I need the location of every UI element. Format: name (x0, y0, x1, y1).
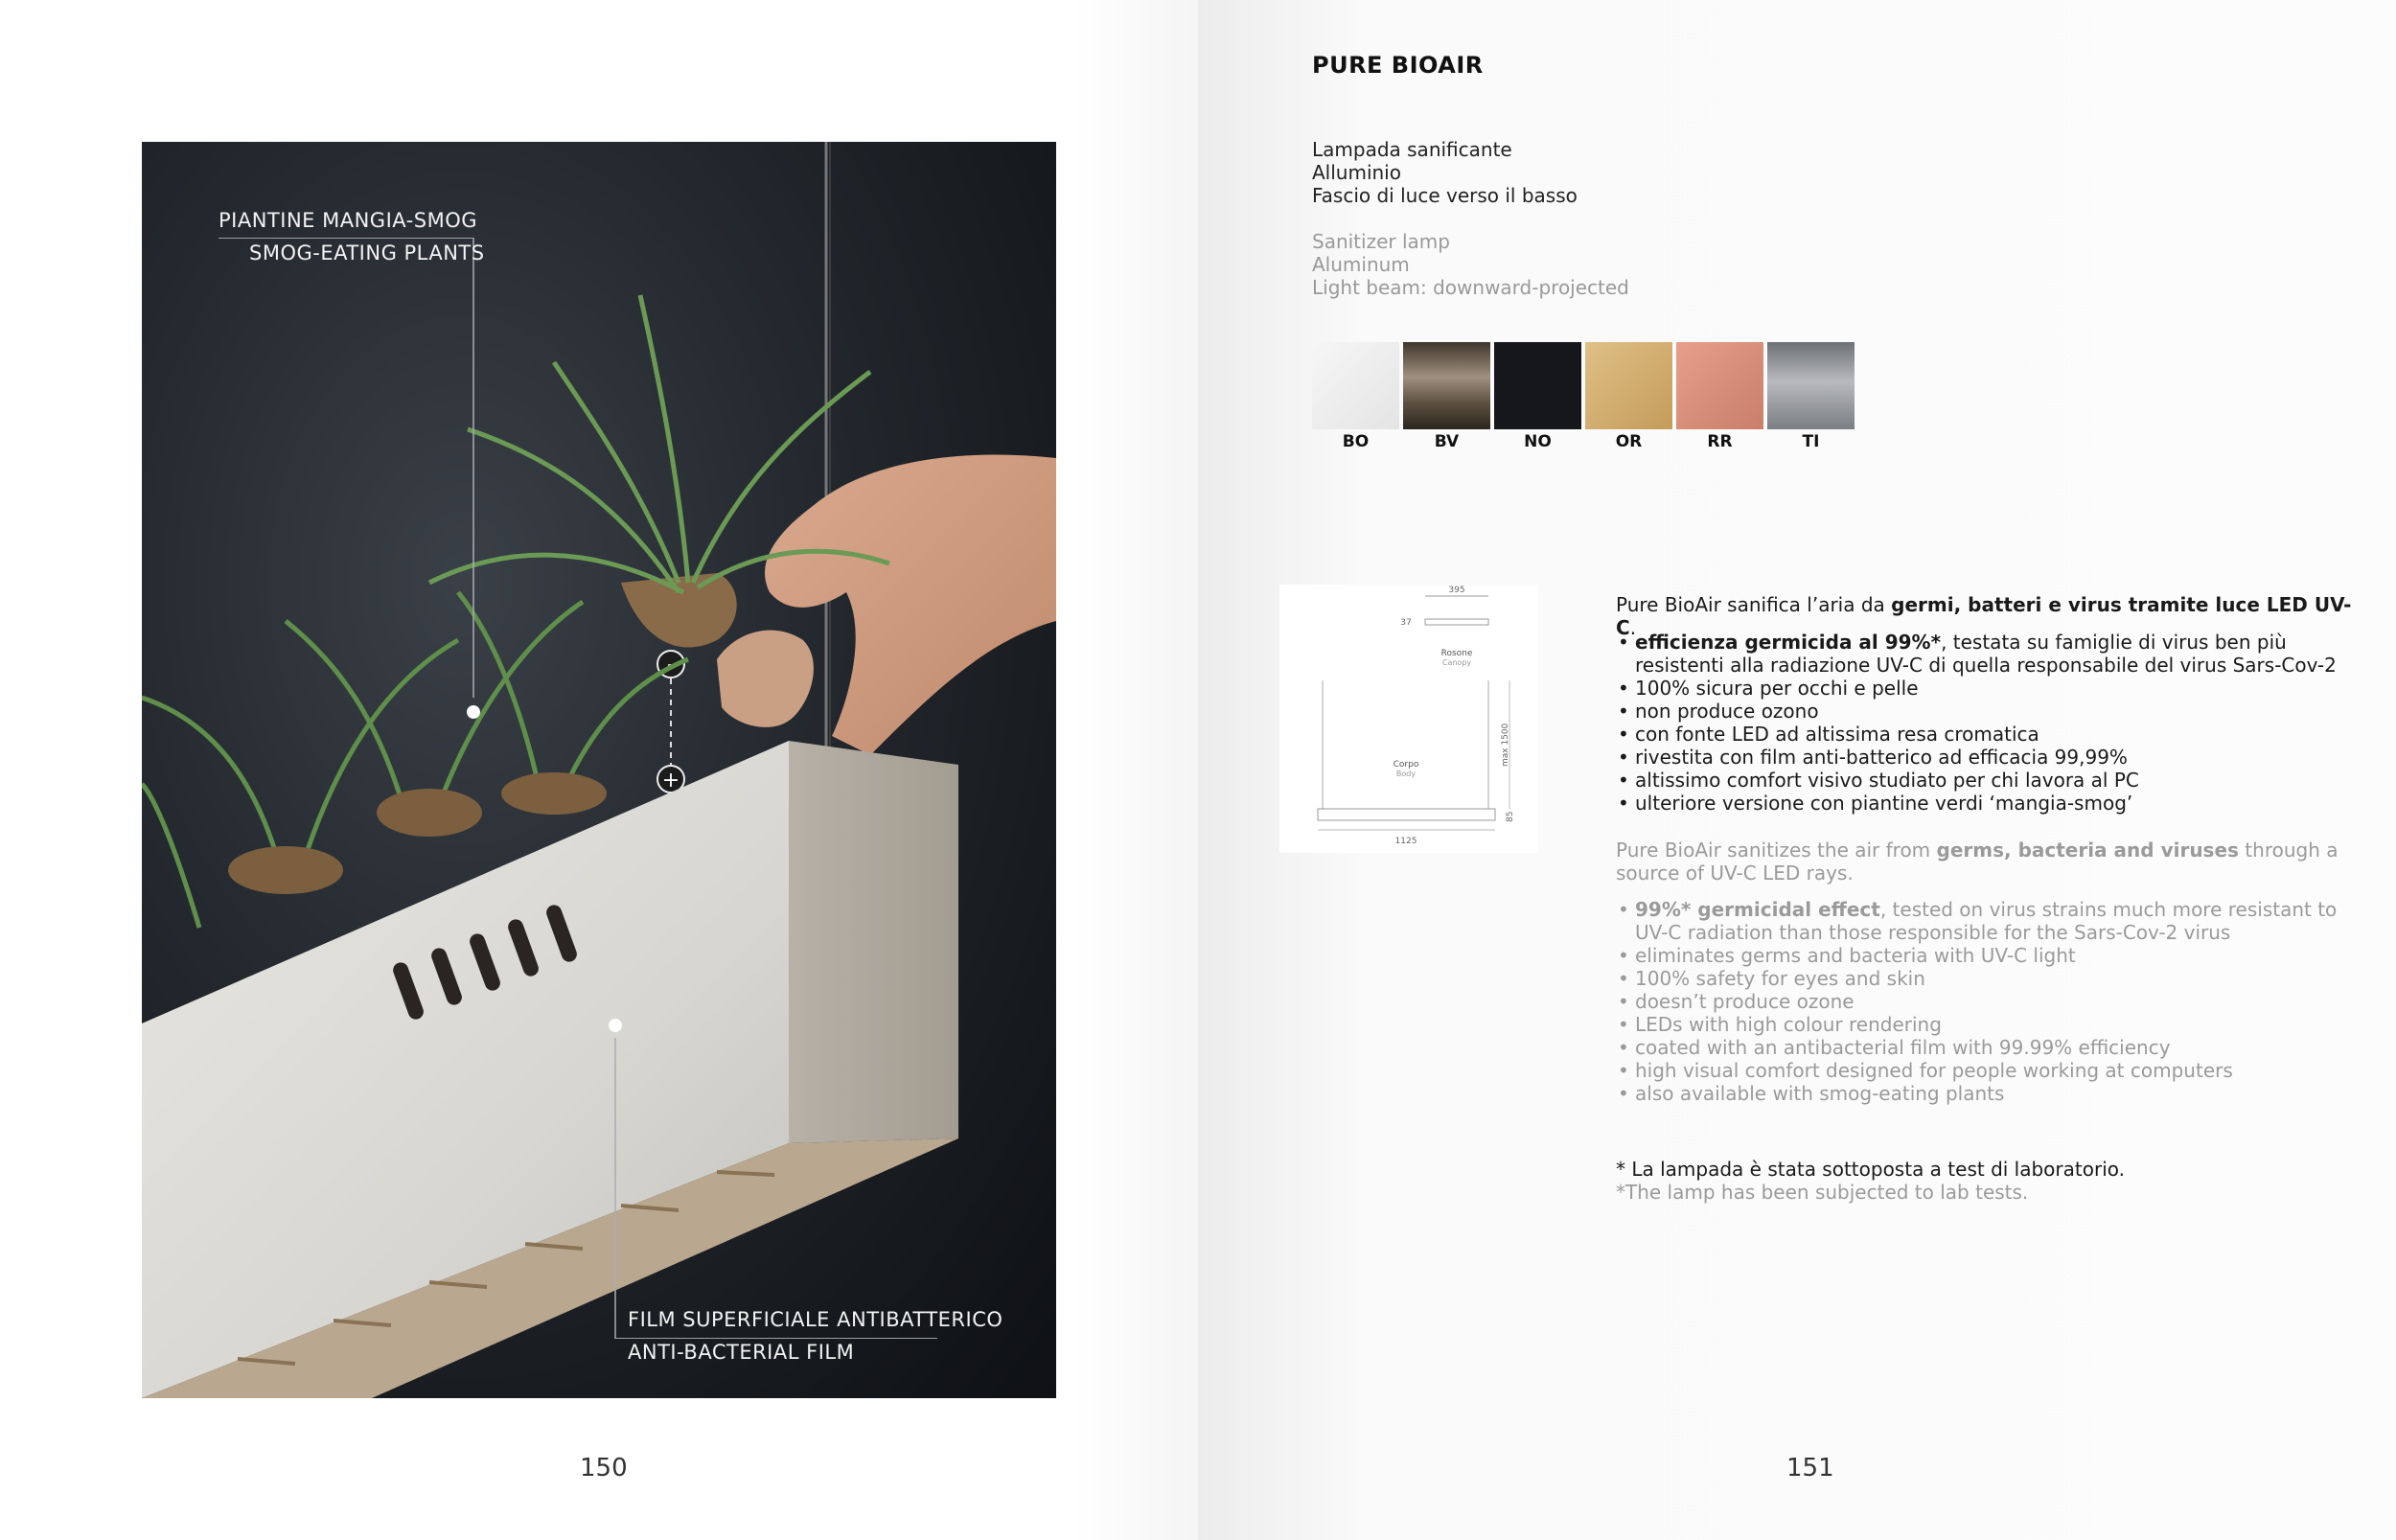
description-italian (1312, 138, 1578, 207)
body-label-en: Body (1395, 770, 1417, 778)
feature-item: • high visual comfort designed for people working at computers (1616, 1059, 2354, 1082)
feature-item: • ulteriore versione con piantine verdi ‘mangia-smog’ (1616, 792, 2354, 815)
label-plants-it: PIANTINE MANGIA-SMOG (219, 209, 477, 232)
svg-text:-: - (667, 653, 675, 677)
feature-item (1616, 898, 2354, 944)
dim-canopy-height: 37 (1400, 618, 1412, 628)
product-photo (142, 142, 1056, 1398)
product-title: PURE BIOAIR (1312, 52, 1484, 79)
finish-swatches (1312, 342, 1855, 451)
intro-english (1616, 839, 2354, 885)
footnote-italian: * La lampada è stata sottoposta a test di laboratorio. (1616, 1158, 2125, 1181)
finish-swatch-bv (1403, 342, 1490, 451)
feature-bold: efficienza germicida al 99%* (1635, 631, 1942, 654)
feature-item (1616, 631, 2354, 677)
feature-item: • rivestita con film anti-batterico ad efficacia 99,99% (1616, 746, 2354, 769)
intro-text: Pure BioAir sanifica l’aria da (1616, 593, 1892, 616)
finish-swatch-or (1585, 342, 1672, 451)
description-line: Sanitizer lamp (1312, 230, 1450, 253)
canopy-label-it: Rosone (1440, 649, 1473, 658)
intro-bold: germs, bacteria and viruses (1936, 839, 2239, 862)
finish-code: TI (1802, 432, 1820, 451)
finish-code: RR (1707, 432, 1733, 451)
feature-bold: 99%* germicidal effect (1635, 898, 1880, 921)
finish-chip (1312, 342, 1399, 429)
feature-item: • LEDs with high colour rendering (1616, 1013, 2354, 1036)
features-italian (1616, 631, 2354, 815)
feature-item: • non produce ozono (1616, 700, 2354, 723)
feature-item: • con fonte LED ad altissima resa cromatica (1616, 723, 2354, 746)
lamp-with-plants-illustration (142, 142, 1056, 1398)
label-plants-en: SMOG-EATING PLANTS (249, 241, 485, 264)
feature-item: • also available with smog-eating plants (1616, 1082, 2354, 1105)
feature-item: • altissimo comfort visivo studiato per chi lavora al PC (1616, 769, 2354, 792)
footnote-english: *The lamp has been subjected to lab tests. (1616, 1181, 2029, 1204)
intro-text: . (1629, 616, 1637, 639)
technical-drawing (1279, 585, 1538, 853)
canopy-label-en: Canopy (1441, 658, 1472, 667)
description-line: Light beam: downward-projected (1312, 276, 1629, 299)
svg-text:+: + (661, 769, 680, 793)
finish-swatch-no (1494, 342, 1581, 451)
description-line: Alluminio (1312, 161, 1401, 184)
description-line: Aluminum (1312, 253, 1410, 276)
feature-text: , testata su famiglie di virus ben più resistenti alla radiazione UV-C di quella responsabile del virus Sars-Cov-2 (1635, 631, 2337, 677)
feature-item: • coated with an antibacterial film with 99.99% efficiency (1616, 1036, 2354, 1059)
dim-length: 1125 (1394, 837, 1417, 846)
page-number-left: 150 (580, 1454, 628, 1483)
label-rule (219, 238, 473, 239)
feature-item: • 100% sicura per occhi e pelle (1616, 677, 2354, 700)
dim-body-height: 85 (1506, 811, 1515, 822)
label-rule (615, 1338, 937, 1339)
finish-chip (1676, 342, 1763, 429)
finish-code: NO (1524, 432, 1552, 451)
intro-text: Pure BioAir sanitizes the air from (1616, 839, 1937, 862)
description-line: Fascio di luce verso il basso (1312, 184, 1578, 207)
finish-swatch-bo (1312, 342, 1399, 451)
page-number-right: 151 (1786, 1454, 1834, 1483)
finish-chip (1494, 342, 1581, 429)
finish-chip (1403, 342, 1490, 429)
finish-chip (1767, 342, 1855, 429)
feature-item: • eliminates germs and bacteria with UV-C light (1616, 944, 2354, 967)
feature-item: • 100% safety for eyes and skin (1616, 967, 2354, 990)
finish-swatch-ti (1767, 342, 1855, 451)
features-english (1616, 898, 2354, 1105)
intro-text: through a source of UV-C LED rays. (1616, 839, 2338, 885)
dim-top: 395 (1448, 586, 1465, 595)
finish-chip (1585, 342, 1672, 429)
finish-code: BV (1434, 432, 1460, 451)
feature-item: • doesn’t produce ozone (1616, 990, 2354, 1013)
feature-text: , tested on virus strains much more resistant to UV-C radiation than those responsible for the Sars-Cov-2 virus (1635, 898, 2338, 944)
label-film-it: FILM SUPERFICIALE ANTIBATTERICO (628, 1308, 1003, 1331)
body-label-it: Corpo (1393, 760, 1419, 770)
description-line: Lampada sanificante (1312, 138, 1512, 161)
finish-swatch-rr (1676, 342, 1763, 451)
intro-bold: germi, batteri e virus tramite luce LED UV-C (1616, 593, 2352, 639)
description-english (1312, 230, 1629, 299)
dim-max: max 1500 (1501, 723, 1510, 767)
finish-code: OR (1615, 432, 1643, 451)
label-film-en: ANTI-BACTERIAL FILM (628, 1341, 855, 1364)
finish-code: BO (1342, 432, 1370, 451)
